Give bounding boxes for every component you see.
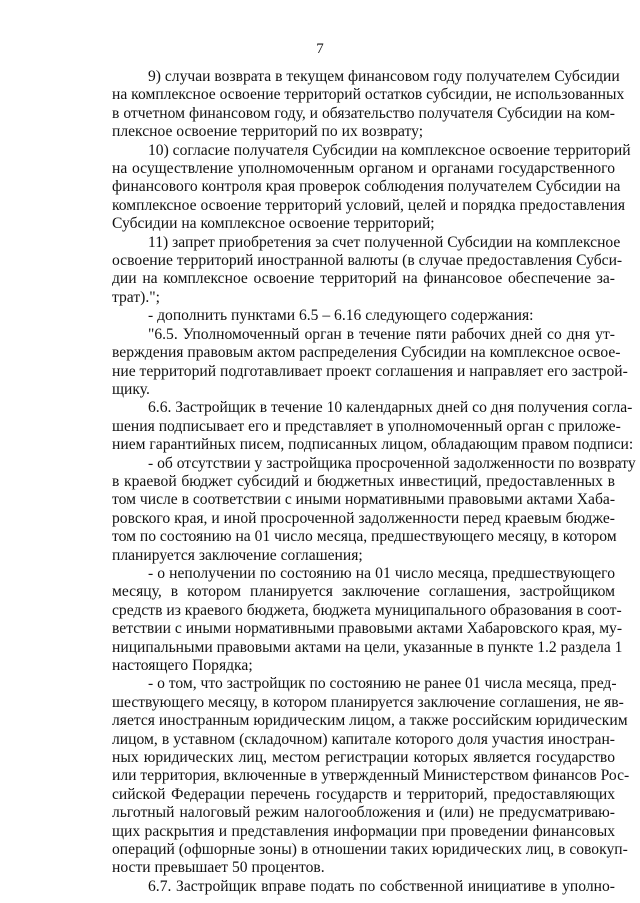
paragraph-first-line: - о том, что застройщик по состоянию не ранее 01 числа месяца, пред- bbox=[148, 675, 617, 693]
text-line: или территория, включенные в утвержденный Министерством финансов Рос- bbox=[112, 767, 630, 785]
text-line: финансового контроля края проверок соблюдения получателем Субсидии на bbox=[112, 178, 621, 196]
text-line: ниципальными правовыми актами на цели, указанные в пункте 1.2 раздела 1 bbox=[112, 638, 623, 656]
text-line: плексное освоение территорий по их возврату; bbox=[112, 123, 424, 141]
text-line: операций (офшорные зоны) в отношении таких юридических лиц, в совокуп- bbox=[112, 841, 628, 859]
text-line: средств из краевого бюджета, бюджета муниципального образования в соот- bbox=[112, 601, 622, 619]
text-line: нием гарантийных писем, подписанных лицом, обладающим правом подписи: bbox=[112, 436, 634, 454]
text-line: ных юридических лиц, местом регистрации которых является государство bbox=[112, 749, 615, 767]
document-body bbox=[112, 68, 636, 896]
text-line: ние территорий подготавливает проект соглашения и направляет его застрой- bbox=[112, 362, 628, 380]
text-line: лицом, в уставном (складочном) капитале которого доля участия иностран- bbox=[112, 730, 615, 748]
text-line: в отчетном финансовом году, и обязательство получателя Субсидии на ком- bbox=[112, 104, 615, 122]
paragraph-first-line: 6.6. Застройщик в течение 10 календарных дней со дня получения согла- bbox=[148, 399, 633, 417]
text-line: настоящего Порядка; bbox=[112, 657, 253, 674]
page-number: 7 bbox=[316, 41, 324, 57]
paragraph-first-line: 11) запрет приобретения за счет полученной Субсидии на комплексное bbox=[148, 233, 621, 251]
text-line: в краевой бюджет субсидий и бюджетных инвестиций, предоставленных в bbox=[112, 472, 615, 490]
text-line: ляется иностранным юридическим лицом, а также российским юридическим bbox=[112, 712, 628, 730]
text-line: верждения правовым актом распределения Субсидии на комплексное освое- bbox=[112, 344, 621, 362]
paragraph-first-line: 9) случаи возврата в текущем финансовом году получателем Субсидии bbox=[148, 68, 620, 85]
paragraph-first-line: 10) согласие получателя Субсидии на комплексное освоение территорий bbox=[148, 141, 631, 159]
text-line: освоение территорий иностранной валюты (в случае предоставления Субси- bbox=[112, 252, 623, 270]
text-line: ветствии с иными нормативными правовыми актами Хабаровского края, му- bbox=[112, 620, 623, 638]
text-line: льготный налоговый режим налогообложения и (или) не предусматриваю- bbox=[112, 804, 615, 822]
text-line: на комплексное освоение территорий остатков субсидии, не использованных bbox=[112, 86, 625, 104]
text-line: комплексное освоение территорий условий, целей и порядка предоставления bbox=[112, 196, 626, 214]
text-line: щику. bbox=[112, 380, 150, 398]
text-line: планируется заключение соглашения; bbox=[112, 546, 363, 564]
text-line: ровского края, и иной просроченной задолженности перед краевым бюдже- bbox=[112, 509, 615, 527]
text-line: том числе в соответствии с иными нормативными правовыми актами Хаба- bbox=[112, 491, 616, 509]
text-line: шествующего месяцу, в котором планируется заключение соглашения, не яв- bbox=[112, 693, 624, 711]
text-line: Субсидии на комплексное освоение территорий; bbox=[112, 215, 435, 233]
text-line: на осуществление уполномоченным органом и органами государственного bbox=[112, 160, 615, 178]
text-line: том по состоянию на 01 число месяца, предшествующего месяцу, в котором bbox=[112, 528, 617, 546]
text-line: щих раскрытия и представления информации при проведении финансовых bbox=[112, 822, 615, 840]
text-line: сийской Федерации перечень государств и территорий, предоставляющих bbox=[112, 785, 615, 803]
paragraph-first-line: - о неполучении по состоянию на 01 число месяца, предшествующего bbox=[148, 564, 615, 582]
paragraph-first-line: 6.7. Застройщик вправе подать по собственной инициативе в уполно- bbox=[148, 877, 615, 895]
paragraph-first-line: - дополнить пунктами 6.5 – 6.16 следующего содержания: bbox=[148, 307, 534, 325]
text-line: месяцу, в котором планируется заключение соглашения, застройщиком bbox=[112, 583, 615, 601]
text-line: шения подписывает его и представляет в уполномоченный орган с приложе- bbox=[112, 417, 621, 435]
text-line: дии на комплексное освоение территорий на финансовое обеспечение за- bbox=[112, 270, 615, 288]
paragraph-first-line: "6.5. Уполномоченный орган в течение пяти рабочих дней со дня ут- bbox=[148, 325, 615, 343]
paragraph-first-line: - об отсутствии у застройщика просроченной задолженности по возврату bbox=[148, 454, 636, 472]
text-line: ности превышает 50 процентов. bbox=[112, 859, 325, 877]
text-line: трат)."; bbox=[112, 288, 160, 306]
